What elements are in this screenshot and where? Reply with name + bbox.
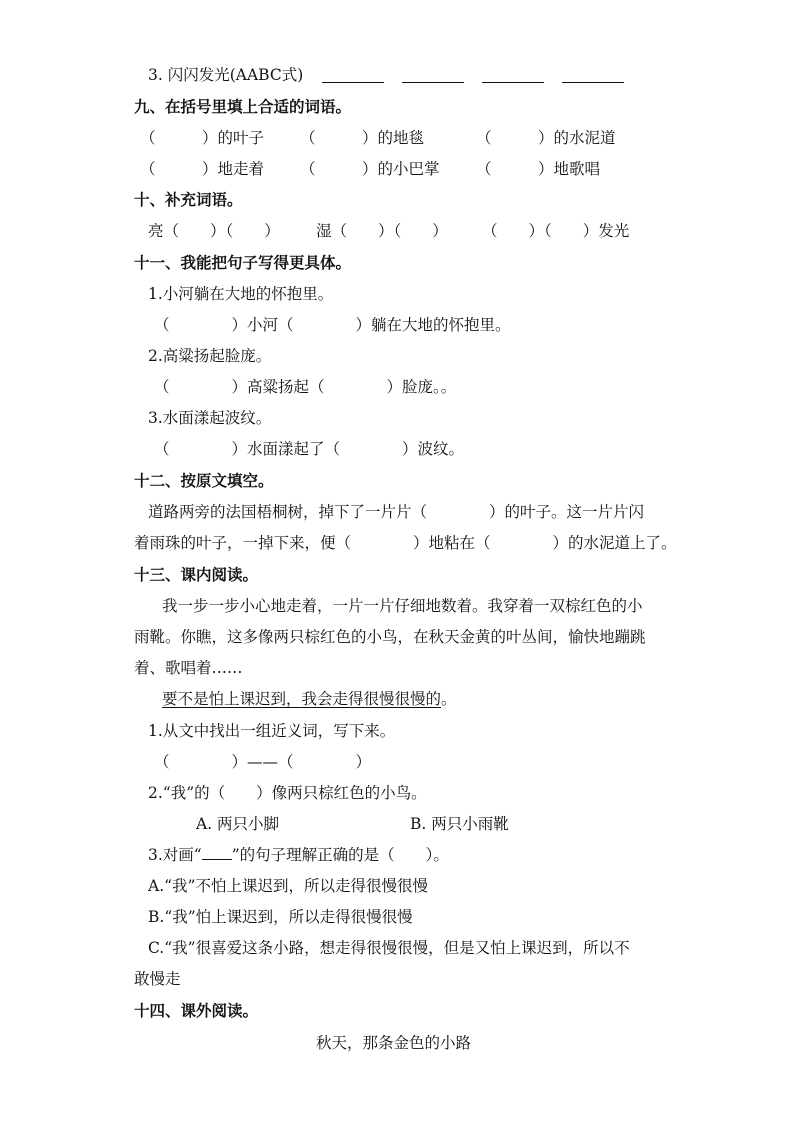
q8-item-3 xyxy=(148,64,303,86)
q8-item-3-label: 3. 闪闪发光(AABC式) xyxy=(148,66,304,84)
s13-question-2-option-a: A. 两只小脚 xyxy=(196,815,280,833)
s13-passage-line-2: 雨靴。你瞧，这多像两只棕红色的小鸟，在秋天金黄的叶丛间，愉快地蹦跳 xyxy=(134,628,646,646)
s9-row2-item2: （ ）的小巴掌 xyxy=(300,160,440,178)
passage-title: 秋天，那条金色的小路 xyxy=(316,1034,472,1052)
s13-passage-line-1: 我一步一步小心地走着，一片一片仔细地数着。我穿着一双棕红色的小 xyxy=(162,597,643,615)
s13-question-3 xyxy=(148,844,449,866)
answer-blank-1[interactable] xyxy=(322,67,384,83)
underline-mark-blank xyxy=(202,847,232,860)
section-12-title: 十二、按原文填空。 xyxy=(134,472,274,490)
s13-question-3-pre: 3.对画“ xyxy=(148,846,202,864)
s11-answer-2: （ ）高粱扬起（ ）脸庞。。 xyxy=(154,378,457,396)
s9-row2-item3: （ ）地歌唱 xyxy=(476,160,601,178)
section-11-title: 十一、我能把句子写得更具体。 xyxy=(134,254,352,272)
s13-question-3-option-c-line-1: C.“我”很喜爱这条小路，想走得很慢很慢，但是又怕上课迟到，所以不 xyxy=(148,939,630,957)
s13-question-3-option-a: A.“我”不怕上课迟到，所以走得很慢很慢 xyxy=(148,877,428,895)
s13-question-2-option-b: B. 两只小雨靴 xyxy=(410,815,509,833)
s11-question-3: 3.水面漾起波纹。 xyxy=(148,409,272,427)
s10-item-2: 湿（ ）（ ） xyxy=(316,222,448,240)
s11-question-2: 2.高粱扬起脸庞。 xyxy=(148,347,272,365)
s10-item-1: 亮（ ）（ ） xyxy=(148,222,280,240)
answer-blank-3[interactable] xyxy=(482,67,544,83)
s11-answer-1: （ ）小河（ ）躺在大地的怀抱里。 xyxy=(154,316,511,334)
s13-question-2: 2.“我”的（ ）像两只棕红色的小鸟。 xyxy=(148,784,427,802)
s13-question-1: 1.从文中找出一组近义词，写下来。 xyxy=(148,722,396,740)
s12-passage-line-2: 着雨珠的叶子，一掉下来，便（ ）地粘在（ ）的水泥道上了。 xyxy=(134,534,677,552)
section-13-title: 十三、课内阅读。 xyxy=(134,566,259,584)
s13-question-3-option-b: B.“我”怕上课迟到，所以走得很慢很慢 xyxy=(148,908,413,926)
answer-blank-4[interactable] xyxy=(562,67,624,83)
s9-row1-item2: （ ）的地毯 xyxy=(300,129,425,147)
section-10-title: 十、补充词语。 xyxy=(134,191,243,209)
s13-passage-line-3: 着、歌唱着…… xyxy=(134,659,243,677)
s9-row1-item1: （ ）的叶子 xyxy=(140,129,265,147)
s13-question-1-answer: （ ）——（ ） xyxy=(154,753,372,771)
s9-row2-item1: （ ）地走着 xyxy=(140,160,265,178)
s11-question-1: 1.小河躺在大地的怀抱里。 xyxy=(148,285,334,303)
s13-question-3-option-c-line-2: 敢慢走 xyxy=(134,970,181,988)
s13-question-3-post: ”的句子理解正确的是（ ）。 xyxy=(231,846,449,864)
sentence-end: 。 xyxy=(441,690,457,708)
section-14-title: 十四、课外阅读。 xyxy=(134,1002,259,1020)
s10-item-3: （ ）（ ）发光 xyxy=(482,222,630,240)
s13-passage-underlined-sentence xyxy=(162,688,457,710)
underlined-sentence: 要不是怕上课迟到，我会走得很慢很慢的 xyxy=(162,690,442,708)
s9-row1-item3: （ ）的水泥道 xyxy=(476,129,616,147)
s11-answer-3: （ ）水面漾起了（ ）波纹。 xyxy=(154,440,465,458)
answer-blank-2[interactable] xyxy=(402,67,464,83)
section-9-title: 九、在括号里填上合适的词语。 xyxy=(134,98,352,116)
s12-passage-line-1: 道路两旁的法国梧桐树，掉下了一片片（ ）的叶子。这一片片闪 xyxy=(148,503,645,521)
